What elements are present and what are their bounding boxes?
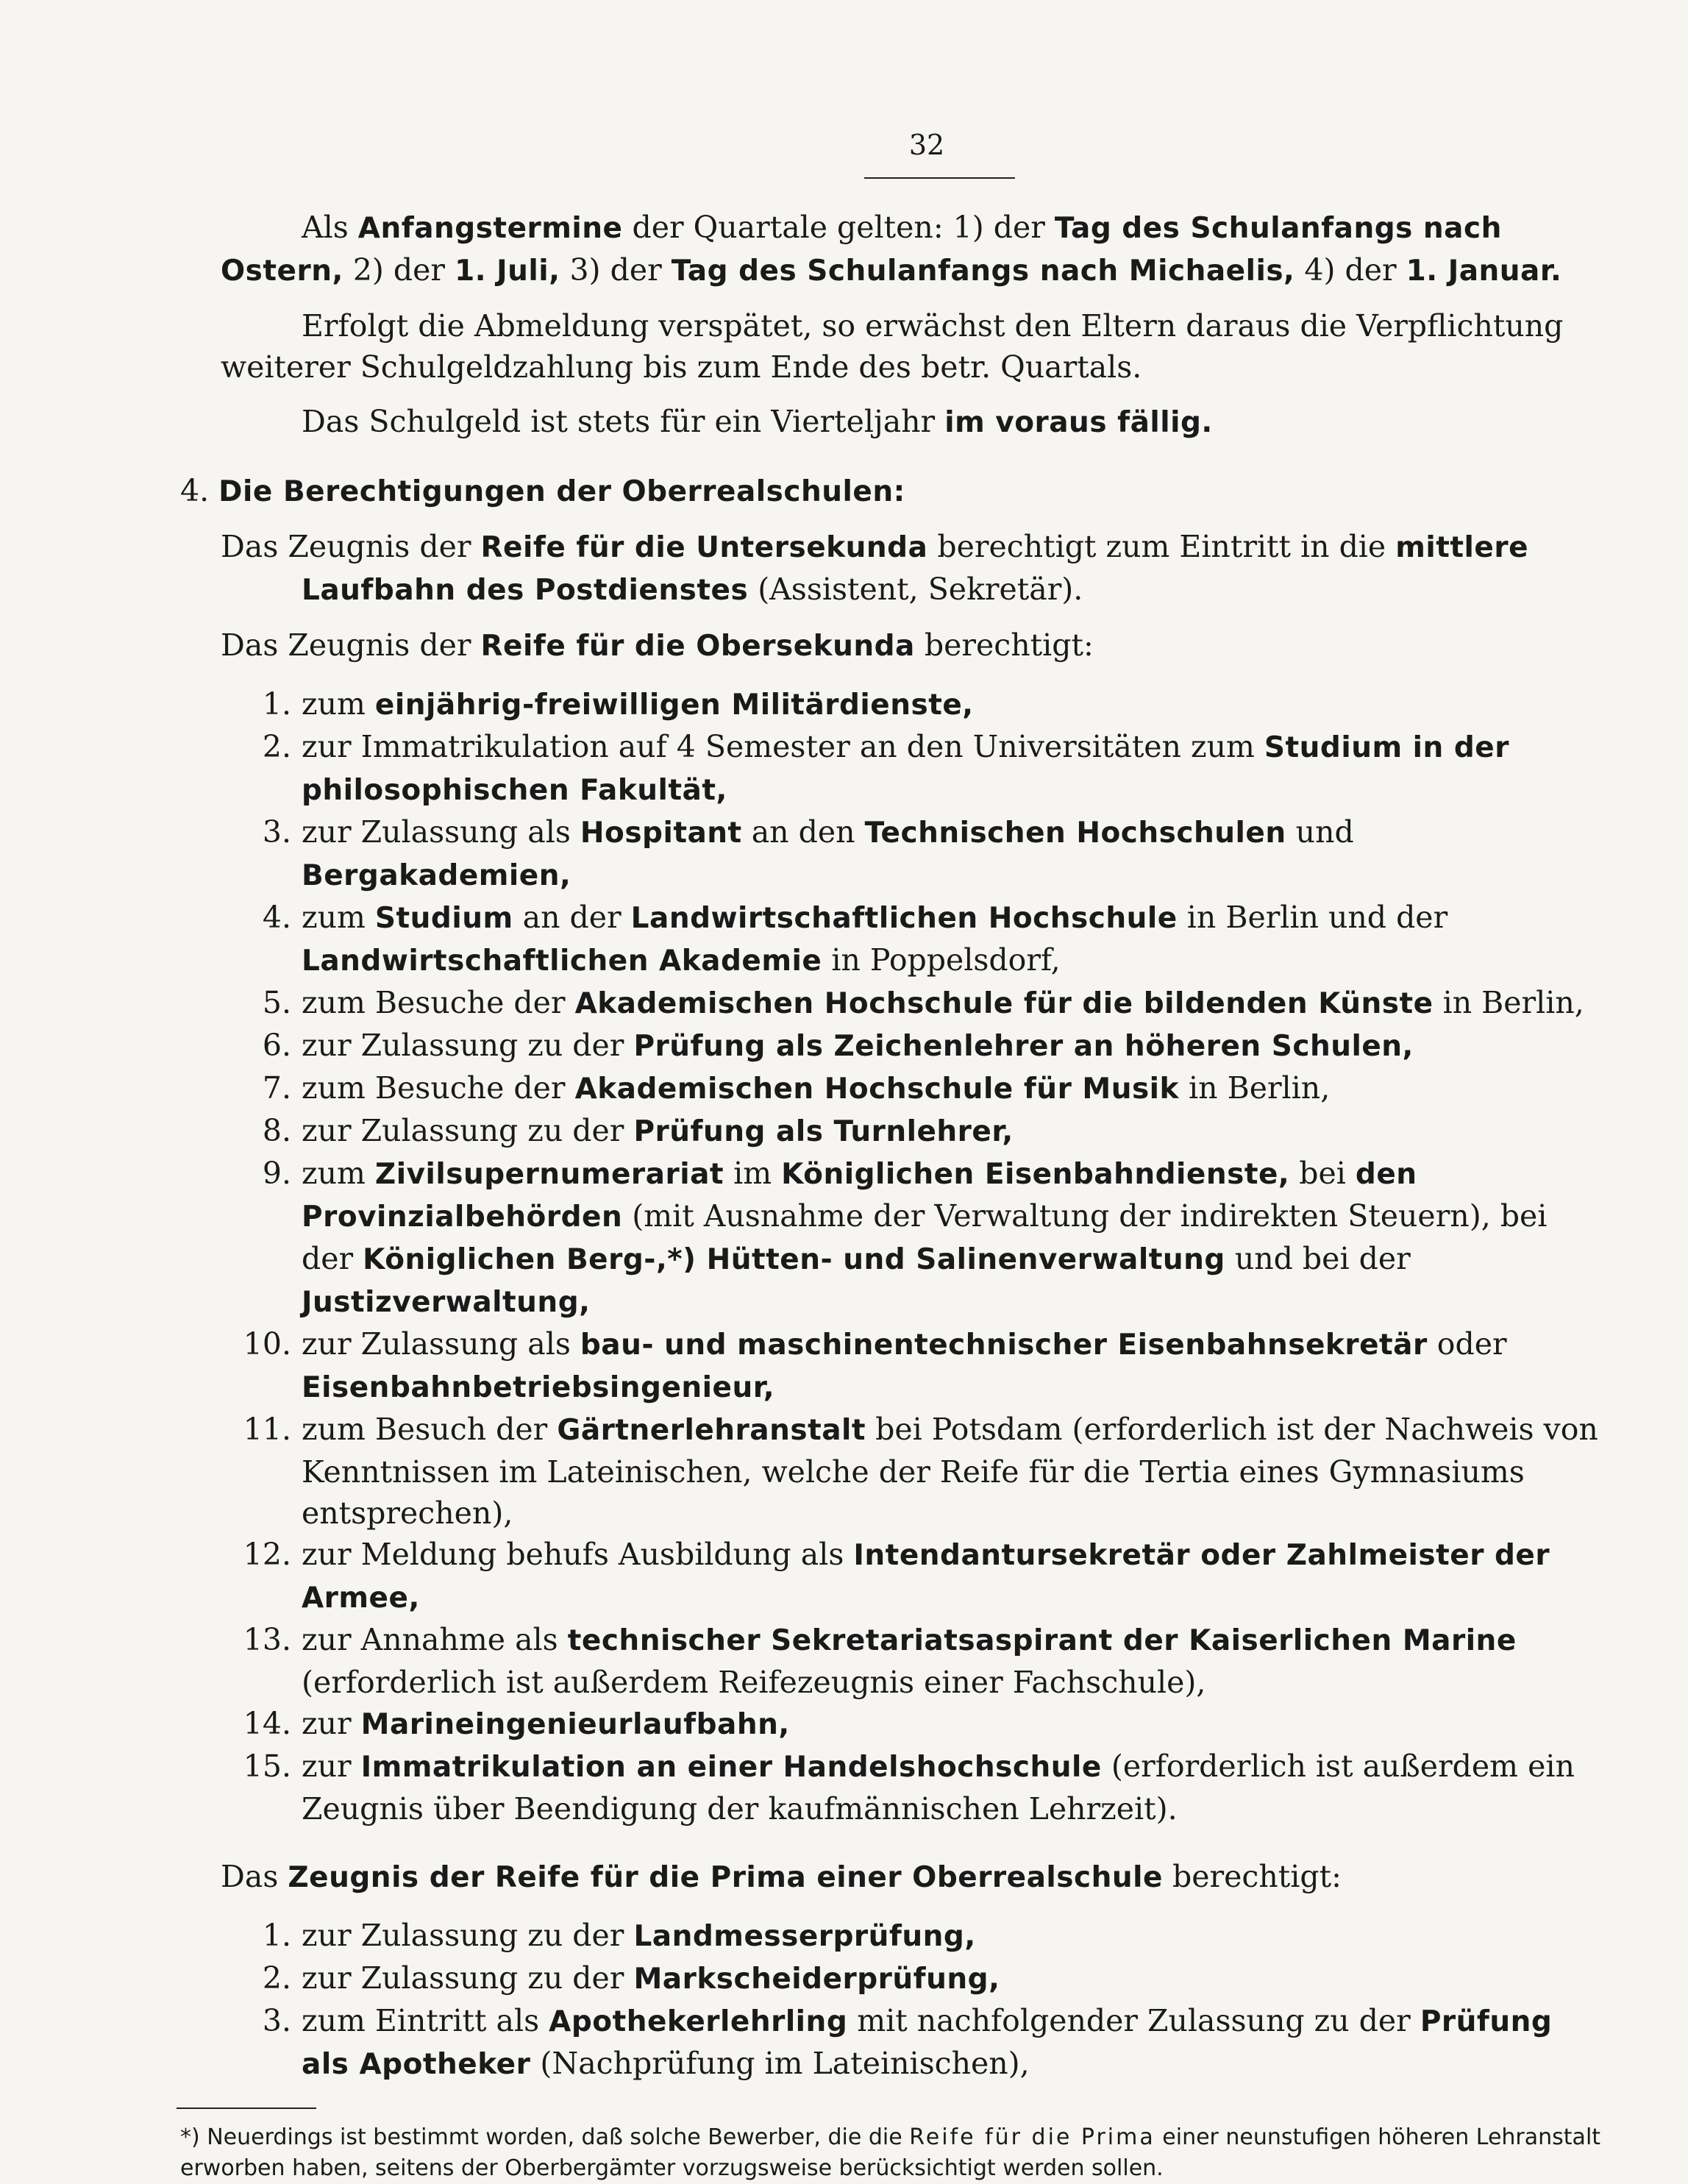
text-run: (Assistent, Sekretär). [748, 572, 1083, 607]
list-item [221, 1110, 1607, 1153]
list-item-text [302, 1534, 1607, 1619]
bold-run: den Provinzialbehörden [302, 1158, 1417, 1234]
bold-run: Landwirtschaftlichen Hochschule [630, 902, 1178, 935]
list-item-text [302, 1025, 1607, 1067]
obersekunda-intro [221, 625, 1607, 667]
bold-run: Gärtnerlehranstalt [557, 1414, 866, 1447]
text-run: bei Potsdam (erforderlich ist der Nachweis von Kenntnissen im Lateinischen, welche der Reife für die Tertia eines Gymnasiums entsprechen), [302, 1412, 1598, 1531]
list-item-number: 10. [243, 1326, 291, 1362]
footnote-rule [177, 2107, 316, 2109]
bold-run: Studium [374, 902, 513, 935]
text-run: in Poppelsdorf, [822, 942, 1061, 978]
bold-run: Königlichen Berg-,*) Hütten- und Salinenverwaltung [363, 1243, 1225, 1276]
text-run: Das Zeugnis der [221, 627, 481, 663]
bold-run: Immatrikulation an einer Handelshochschule [360, 1751, 1102, 1784]
list-item-number: 3. [262, 2003, 291, 2038]
text-run: Das Zeugnis der [221, 529, 481, 564]
section-title: Die Berechtigungen der Oberrealschulen: [218, 475, 905, 508]
bold-run: Justizverwaltung, [302, 1286, 591, 1319]
untersekunda-paragraph [221, 526, 1607, 611]
list-item-number: 3. [262, 814, 291, 850]
list-item-number: 1. [262, 686, 291, 722]
list-item-number: 8. [262, 1113, 291, 1148]
list-item-text [302, 1915, 1607, 1957]
footnote-spaced-text: Reife für die Prima [909, 2124, 1155, 2150]
footnote-text: einer neunstufigen höheren Lehranstalt erworben haben, seitens der Oberbergämter vorzugsweise berücksichtigt werden sollen. [180, 2124, 1601, 2181]
text-run: zum [302, 686, 375, 722]
list-item-number: 14. [243, 1706, 291, 1741]
text-run: Das [221, 1859, 288, 1894]
bold-run: Landmesserprüfung, [633, 1920, 976, 1953]
text-run: zur Zulassung als [302, 1326, 580, 1362]
bold-run: bau- und maschinentechnischer Eisenbahnsekretär [580, 1328, 1428, 1362]
text-run: zur Zulassung zu der [302, 1918, 634, 1953]
list-item-number: 9. [262, 1156, 291, 1191]
list-item-number: 4. [262, 900, 291, 935]
text-run: 3) der [560, 252, 672, 288]
text-run: zum [302, 900, 375, 935]
text-run: 4) der [1295, 252, 1406, 288]
text-run: zur Meldung behufs Ausbildung als [302, 1537, 854, 1572]
text-run: berechtigt: [1162, 1859, 1342, 1894]
list-item [221, 1153, 1607, 1323]
list-item [221, 1409, 1607, 1534]
text-run: (erforderlich ist außerdem ein Zeugnis über Beendigung der kaufmännischen Lehrzeit). [302, 1749, 1575, 1826]
bold-run: Anfangstermine [357, 212, 623, 245]
bold-run: Intendantursekretär oder Zahlmeister der Armee, [302, 1539, 1550, 1615]
bold-run: Prüfung als Zeichenlehrer an höheren Schulen, [633, 1030, 1414, 1063]
schulgeld-paragraph [221, 401, 1607, 444]
list-item-text [302, 1323, 1607, 1409]
text-run: zur [302, 1749, 361, 1784]
list-item [221, 726, 1607, 811]
text-run: zum Eintritt als [302, 2003, 549, 2038]
list-item-text [302, 2000, 1607, 2085]
bold-run: Hospitant [580, 817, 742, 850]
text-run: zur [302, 1706, 361, 1741]
list-item [221, 897, 1607, 982]
list-item-text [302, 726, 1607, 811]
text-run: und bei der [1225, 1241, 1411, 1276]
bold-run: Prüfung als Apotheker [302, 2005, 1553, 2081]
list-item-number: 6. [262, 1028, 291, 1063]
list-item [221, 1025, 1607, 1067]
list-item-number: 1. [262, 1918, 291, 1953]
list-item-number: 7. [262, 1070, 291, 1106]
list-item-text [302, 1619, 1607, 1703]
list-item-text [302, 897, 1607, 982]
bold-run: mittlere Laufbahn des Postdienstes [302, 531, 1529, 607]
list-item [221, 1323, 1607, 1409]
text-run: bei [1289, 1156, 1356, 1191]
footnote [180, 2122, 1607, 2184]
bold-run: Reife für die Obersekunda [480, 630, 915, 663]
bold-run: Technischen Hochschulen [864, 817, 1286, 850]
list-item-number: 2. [262, 729, 291, 764]
list-item-text [302, 683, 1607, 726]
text-run: (erforderlich ist außerdem Reifezeugnis einer Fachschule), [302, 1665, 1206, 1700]
list-item-text [302, 1110, 1607, 1153]
bold-run: Apothekerlehrling [549, 2005, 848, 2038]
bold-run: Reife für die Untersekunda [480, 531, 928, 564]
list-item [221, 1957, 1607, 2000]
list-item [221, 683, 1607, 726]
bold-run: einjährig-freiwilligen Militärdienste, [374, 689, 974, 722]
text-run: (mit Ausnahme der Verwaltung der indirekten Steuern), bei der [302, 1198, 1548, 1276]
bold-run: Eisenbahnbetriebsingenieur, [302, 1371, 775, 1404]
prima-list [221, 1915, 1607, 2085]
list-item [221, 982, 1607, 1025]
bold-run: Landwirtschaftlichen Akademie [302, 945, 822, 978]
list-item-number: 5. [262, 985, 291, 1020]
list-item-number: 15. [243, 1749, 291, 1784]
text-run: in Berlin, [1433, 985, 1584, 1020]
list-item-text [302, 811, 1607, 897]
text-run: Das Schulgeld ist stets für ein Vierteljahr [302, 404, 945, 439]
list-item-text [302, 1153, 1607, 1323]
text-run: zur Zulassung zu der [302, 1028, 634, 1063]
text-run: in Berlin und der [1177, 900, 1448, 935]
text-run: der Quartale gelten: 1) der [622, 210, 1055, 245]
bold-run: Akademischen Hochschule für Musik [574, 1073, 1179, 1106]
list-item-number: 12. [243, 1537, 291, 1572]
bold-run: Prüfung als Turnlehrer, [633, 1115, 1014, 1148]
list-item-number: 13. [243, 1622, 291, 1657]
text-run: an der [513, 900, 631, 935]
bold-run: Tag des Schulanfangs nach Michaelis, [671, 255, 1295, 288]
text-run: an den [741, 814, 865, 850]
list-item [221, 1703, 1607, 1746]
text-run: berechtigt zum Eintritt in die [927, 529, 1396, 564]
list-item-text [302, 1067, 1607, 1110]
list-item [221, 2000, 1607, 2085]
text-run: zur Zulassung zu der [302, 1960, 634, 1996]
text-run: zur Immatrikulation auf 4 Semester an den Universitäten zum [302, 729, 1264, 764]
quartale-paragraph [221, 207, 1607, 292]
section-heading [180, 470, 1607, 513]
text-run: berechtigt: [914, 627, 1094, 663]
footnote-text: *) Neuerdings ist bestimmt worden, daß solche Bewerber, die die [180, 2124, 910, 2150]
list-item [221, 811, 1607, 897]
text-run: zur Annahme als [302, 1622, 568, 1657]
list-item [221, 1915, 1607, 1957]
text-run: (Nachprüfung im Lateinischen), [530, 2046, 1030, 2081]
bold-run: Zeugnis der Reife für die Prima einer Oberrealschule [288, 1861, 1163, 1894]
text-run: und [1286, 814, 1354, 850]
list-item [221, 1619, 1607, 1703]
bold-run: Bergakademien, [302, 859, 571, 892]
list-item-text [302, 1409, 1607, 1534]
abmeldung-paragraph: Erfolgt die Abmeldung verspätet, so erwächst den Eltern daraus die Verpflichtung weiterer Schulgeldzahlung bis zum Ende des betr. Quartals. [221, 308, 1564, 385]
bold-run: 1. Januar. [1406, 255, 1562, 288]
list-item-text [302, 982, 1607, 1025]
bold-run: Studium in der philosophischen Fakultät, [302, 731, 1509, 807]
bold-run: Königlichen Eisenbahndienste, [781, 1158, 1290, 1191]
bold-run: im voraus fällig. [944, 406, 1213, 439]
text-run: zum [302, 1156, 375, 1191]
text-run: oder [1427, 1326, 1507, 1362]
list-item-text [302, 1957, 1607, 2000]
text-run: 2) der [343, 252, 455, 288]
text-run: zur Zulassung als [302, 814, 580, 850]
text-run: zum Besuche der [302, 1070, 575, 1106]
text-run: in Berlin, [1178, 1070, 1331, 1106]
obersekunda-list [221, 683, 1607, 1829]
list-item-number: 11. [243, 1412, 291, 1447]
text-run: zur Zulassung zu der [302, 1113, 634, 1148]
bold-run: Zivilsupernumerariat [374, 1158, 724, 1191]
bold-run: Tag des Schulanfangs nach Ostern, [221, 212, 1502, 288]
bold-run: Marineingenieurlaufbahn, [360, 1708, 790, 1741]
text-run: Als [302, 210, 358, 245]
text-run: mit nachfolgender Zulassung zu der [847, 2003, 1420, 2038]
list-item [221, 1746, 1607, 1829]
page-number-rule [864, 177, 1015, 179]
list-item [221, 1534, 1607, 1619]
list-item-text [302, 1746, 1607, 1829]
prima-intro [221, 1856, 1607, 1899]
list-item-text [302, 1703, 1607, 1746]
text-run: im [724, 1156, 782, 1191]
list-item-number: 2. [262, 1960, 291, 1996]
list-item [221, 1067, 1607, 1110]
section-number: 4. [180, 473, 210, 508]
text-run: zum Besuch der [302, 1412, 558, 1447]
bold-run: 1. Juli, [455, 255, 560, 288]
bold-run: technischer Sekretariatsaspirant der Kaiserlichen Marine [567, 1624, 1517, 1657]
bold-run: Markscheiderprüfung, [633, 1963, 1000, 1996]
page-number: 32 [908, 129, 945, 161]
text-run: zum Besuche der [302, 985, 575, 1020]
bold-run: Akademischen Hochschule für die bildenden Künste [574, 987, 1434, 1020]
